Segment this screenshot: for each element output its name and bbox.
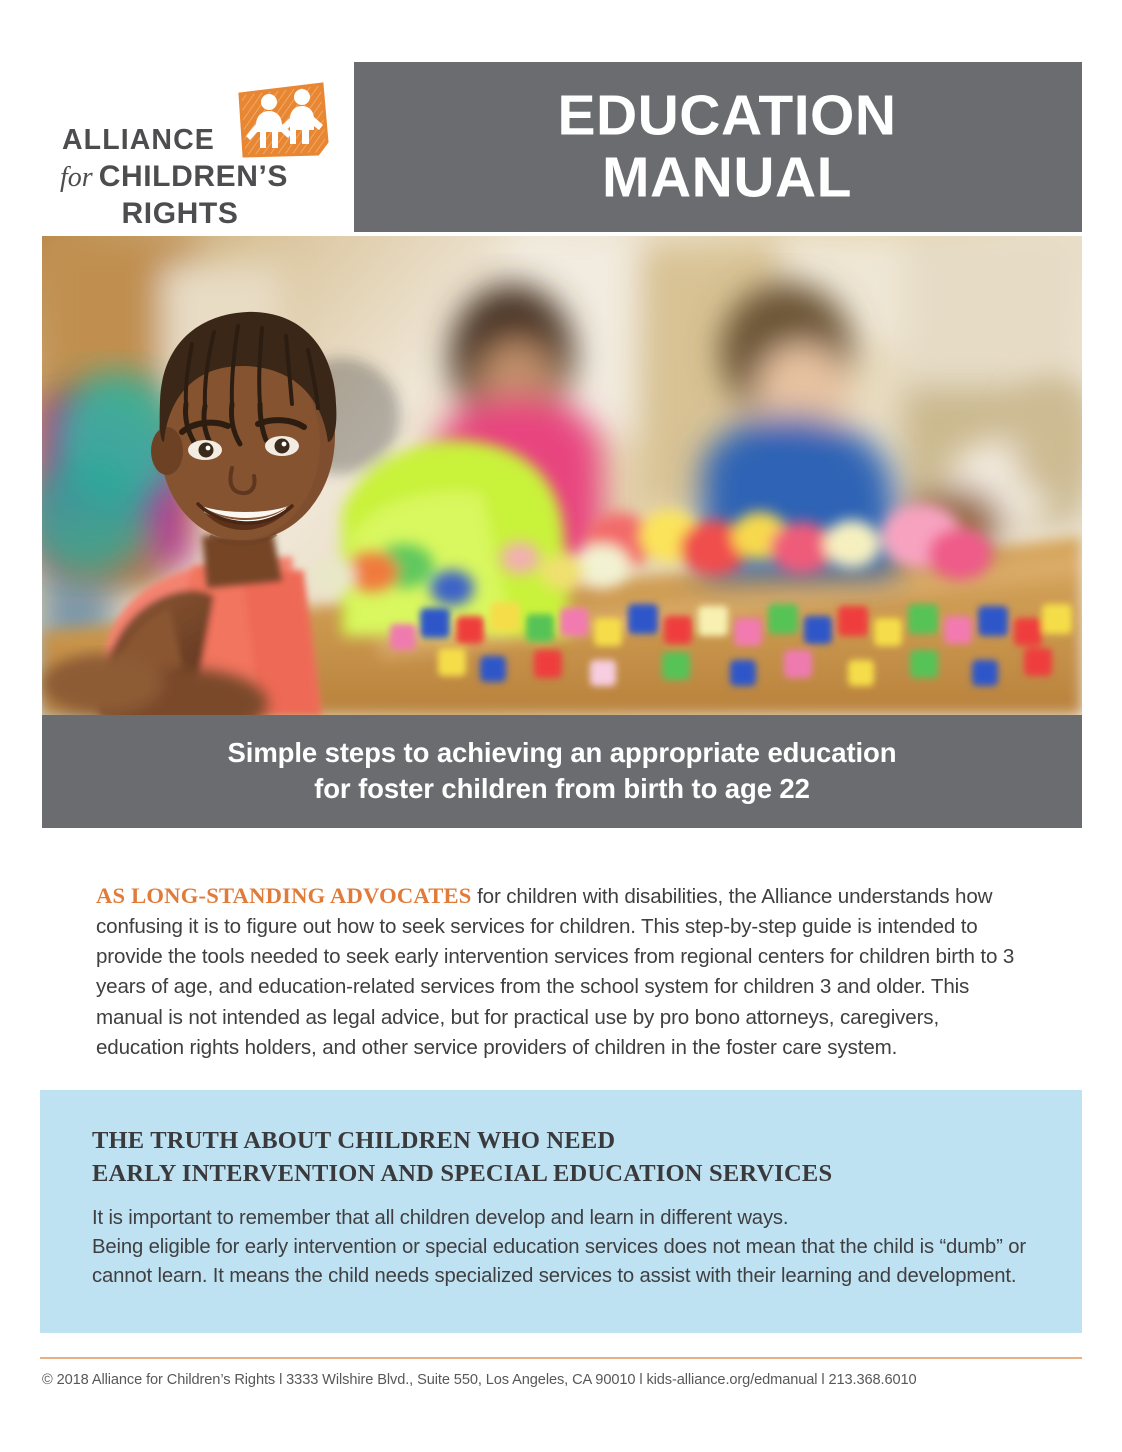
subtitle-line-2: for foster children from birth to age 22: [314, 773, 810, 805]
callout-body-line-2: Being eligible for early intervention or special education services does not mean that the child is “dumb” or cannot learn. It means the child needs specialized services to assist with their learning and development.: [92, 1236, 1026, 1288]
logo-word-for: for: [60, 161, 93, 193]
page-title: EDUCATION MANUAL: [557, 83, 897, 209]
logo-word-childrens: CHILDREN’S: [98, 159, 289, 193]
intro-lead-in: AS LONG-STANDING ADVOCATES: [96, 882, 472, 908]
footer-text: © 2018 Alliance for Children’s Rights l 3333 Wilshire Blvd., Suite 550, Los Angeles, CA 90010 l kids-alliance.org/edmanual l 213.368.6010: [42, 1372, 917, 1388]
subtitle-banner: [42, 715, 1082, 828]
cover-photo: [42, 236, 1082, 715]
subtitle-line-1: Simple steps to achieving an appropriate education: [227, 736, 897, 768]
page-header: [0, 0, 1122, 240]
logo-inner: [60, 80, 338, 230]
logo-line-alliance: ALLIANCE: [62, 124, 215, 156]
logo-wordmark: [60, 126, 340, 229]
subtitle: [42, 735, 1082, 809]
logo-line-for-childrens: [60, 159, 340, 193]
callout-heading-line-2: EARLY INTERVENTION AND SPECIAL EDUCATION SERVICES: [92, 1160, 833, 1188]
logo-line-rights: RIGHTS: [121, 196, 239, 230]
callout-body-line-1: It is important to remember that all children develop and learn in different ways.: [92, 1207, 789, 1229]
intro-body: for children with disabilities, the Alliance understands how confusing it is to figure out how to seek services for children. This step-by-step guide is intended to provide the tools needed to seek early intervention services from regional centers for children birth to 3 years of age, and education-related services from the school system for children 3 and older. This manual is not intended as legal advice, but for practical use by pro bono attorneys, caregivers, education rights holders, and other service providers of children in the foster care system.: [96, 884, 1015, 1059]
title-banner: [352, 62, 1082, 232]
truth-callout-box: [40, 1090, 1082, 1333]
footer-divider: [40, 1357, 1082, 1359]
callout-body: [92, 1204, 1047, 1291]
organization-logo: [42, 62, 354, 232]
intro-paragraph: [96, 879, 1026, 1064]
callout-heading: [92, 1124, 1032, 1191]
callout-heading-line-1: THE TRUTH ABOUT CHILDREN WHO NEED: [92, 1127, 616, 1154]
